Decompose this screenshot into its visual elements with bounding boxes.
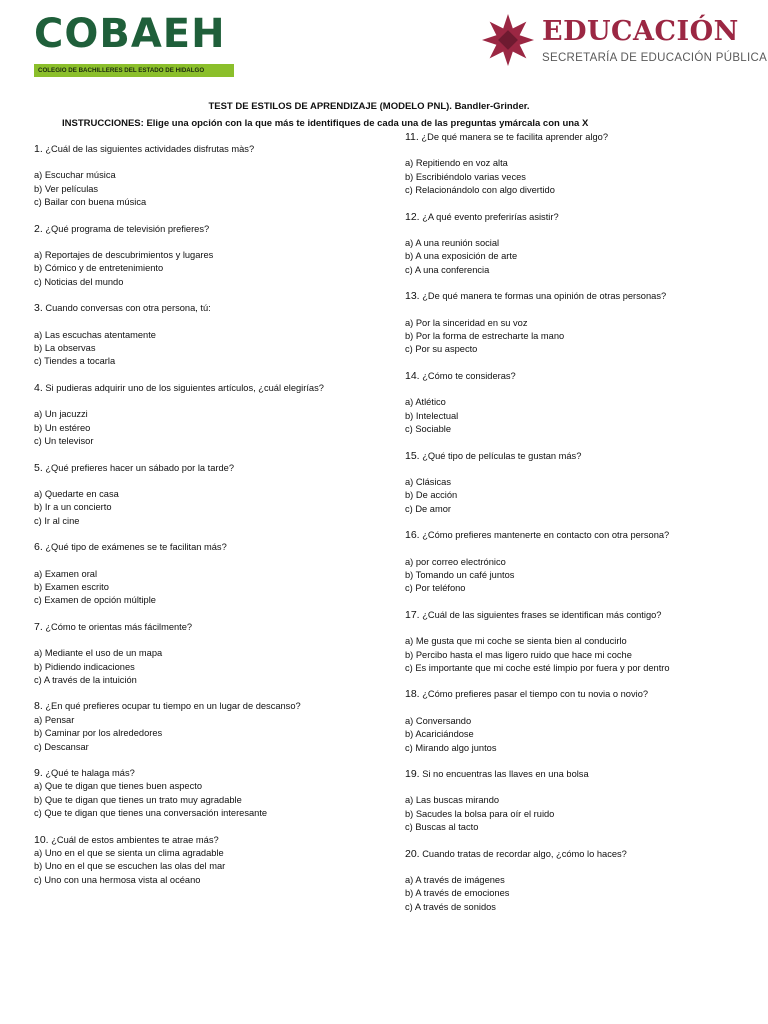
option-b[interactable]: b) Cómico y de entretenimiento: [34, 263, 164, 274]
option-c[interactable]: c) Bailar con buena música: [34, 197, 147, 208]
cobaeh-wordmark: COBAEH: [34, 11, 226, 57]
question-text: 19. Si no encuentras las llaves en una bolsa: [405, 768, 589, 780]
option-c[interactable]: c) A través de la intuición: [34, 674, 137, 685]
question-text: 13. ¿De qué manera te formas una opinión de otras personas?: [405, 290, 667, 303]
option-b[interactable]: b) La observas: [34, 343, 96, 354]
option-b[interactable]: b) Intelectual: [405, 410, 459, 421]
cobaeh-tagline: COLEGIO DE BACHILLERES DEL ESTADO DE HIDALGO: [34, 64, 234, 77]
question-14: [405, 370, 745, 437]
question-text: 20. Cuando tratas de recordar algo, ¿cómo lo haces?: [405, 847, 627, 860]
option-c[interactable]: c) Uno con una hermosa vista al océano: [34, 874, 201, 885]
option-b[interactable]: b) Uno en el que se escuchen las olas del mar: [34, 861, 226, 872]
question-1: [34, 143, 364, 210]
question-11: [405, 131, 745, 198]
question-text: 18. ¿Cómo prefieres pasar el tiempo con tu novia o novio?: [405, 688, 649, 701]
question-19: [405, 768, 745, 835]
question-text: 6. ¿Qué tipo de exámenes se te facilitan más?: [34, 541, 227, 554]
option-a[interactable]: a) Conversando: [405, 715, 472, 726]
cobaeh-logo: [34, 11, 234, 74]
option-c[interactable]: c) De amor: [405, 503, 451, 514]
option-b[interactable]: b) Pidiendo indicaciones: [34, 661, 135, 672]
option-c[interactable]: c) Un televisor: [34, 436, 94, 447]
option-a[interactable]: a) Quedarte en casa: [34, 488, 119, 499]
option-b[interactable]: b) Ver películas: [34, 183, 99, 194]
right-column: [405, 131, 745, 927]
option-a[interactable]: a) Clásicas: [405, 476, 451, 487]
option-b[interactable]: b) A través de emociones: [405, 888, 510, 899]
option-c[interactable]: c) Descansar: [34, 741, 89, 752]
option-c[interactable]: c) Noticias del mundo: [34, 276, 124, 287]
option-b[interactable]: b) Ir a un concierto: [34, 502, 112, 513]
option-c[interactable]: c) Sociable: [405, 424, 451, 435]
question-text: 16. ¿Cómo prefieres mantenerte en contacto con otra persona?: [405, 529, 670, 542]
option-a[interactable]: a) por correo electrónico: [405, 556, 506, 567]
question-20: [405, 848, 745, 915]
question-text: 7. ¿Cómo te orientas más fácilmente?: [34, 620, 193, 633]
option-a[interactable]: a) Por la sinceridad en su voz: [405, 317, 528, 328]
question-8: [34, 700, 364, 754]
question-16: [405, 529, 745, 596]
option-a[interactable]: a) Un jacuzzi: [34, 409, 88, 420]
option-b[interactable]: b) Por la forma de estrecharte la mano: [405, 331, 565, 342]
question-text: 1. ¿Cuál de las siguientes actividades disfrutas màs?: [34, 143, 255, 155]
left-column: [34, 143, 364, 900]
question-text: 12. ¿A qué evento preferirías asistir?: [405, 210, 559, 223]
question-13: [405, 290, 745, 357]
educacion-subtitle: SECRETARÍA DE EDUCACIÓN PÚBLICA: [542, 52, 768, 64]
option-a[interactable]: a) Mediante el uso de un mapa: [34, 648, 163, 659]
option-a[interactable]: a) Atlético: [405, 397, 446, 408]
option-b[interactable]: b) Percibo hasta el mas ligero ruido que hace mi coche: [405, 649, 632, 660]
option-a[interactable]: a) Las buscas mirando: [405, 795, 500, 806]
question-4: [34, 382, 364, 449]
option-a[interactable]: a) Las escuchas atentamente: [34, 329, 156, 340]
option-a[interactable]: a) Repitiendo en voz alta: [405, 158, 508, 169]
option-c[interactable]: c) Tiendes a tocarla: [34, 356, 116, 367]
option-a[interactable]: a) Escuchar música: [34, 170, 116, 181]
instructions: INSTRUCCIONES: Elige una opción con la que más te identifiques de cada una de las preguntas ymárcala con una X: [62, 118, 589, 129]
page-title: TEST DE ESTILOS DE APRENDIZAJE (MODELO PNL). Bandler-Grinder.: [208, 101, 530, 112]
question-9: [34, 767, 364, 821]
option-b[interactable]: b) Caminar por los alrededores: [34, 728, 163, 739]
option-b[interactable]: b) Que te digan que tienes un trato muy agradable: [34, 794, 242, 805]
option-a[interactable]: a) Uno en el que se sienta un clima agradable: [34, 848, 224, 859]
option-c[interactable]: c) A través de sonidos: [405, 901, 496, 912]
question-5: [34, 462, 364, 529]
option-c[interactable]: c) A una conferencia: [405, 264, 490, 275]
option-c[interactable]: c) Relacionándolo con algo divertido: [405, 185, 555, 196]
option-b[interactable]: b) De acción: [405, 490, 458, 501]
option-b[interactable]: b) Escribiéndolo varias veces: [405, 171, 526, 182]
option-c[interactable]: c) Que te digan que tienes una conversación interesante: [34, 808, 268, 819]
option-c[interactable]: c) Ir al cine: [34, 515, 80, 526]
question-text: 11. ¿De qué manera se te facilita aprender algo?: [405, 131, 608, 143]
option-a[interactable]: a) A una reunión social: [405, 238, 500, 249]
option-b[interactable]: b) A una exposición de arte: [405, 251, 518, 262]
option-c[interactable]: c) Mirando algo juntos: [405, 742, 497, 753]
question-text: 8. ¿En qué prefieres ocupar tu tiempo en un lugar de descanso?: [34, 700, 301, 713]
question-10: [34, 834, 364, 888]
question-17: [405, 609, 745, 676]
question-text: 10. ¿Cuál de estos ambientes te atrae más?: [34, 833, 219, 846]
option-c[interactable]: c) Por su aspecto: [405, 344, 478, 355]
option-a[interactable]: a) Pensar: [34, 714, 75, 725]
option-a[interactable]: a) Reportajes de descubrimientos y lugares: [34, 250, 214, 261]
option-c[interactable]: c) Es importante que mi coche esté limpio por fuera y por dentro: [405, 662, 670, 673]
option-b[interactable]: b) Un estéreo: [34, 422, 91, 433]
option-b[interactable]: b) Tomando un café juntos: [405, 569, 515, 580]
question-text: 9. ¿Qué te halaga más?: [34, 767, 135, 779]
option-b[interactable]: b) Acariciándose: [405, 729, 474, 740]
question-text: 3. Cuando conversas con otra persona, tú:: [34, 302, 211, 315]
question-text: 5. ¿Qué prefieres hacer un sábado por la tarde?: [34, 461, 234, 474]
option-c[interactable]: c) Examen de opción múltiple: [34, 595, 156, 606]
question-text: 15. ¿Qué tipo de películas te gustan más?: [405, 449, 582, 462]
option-b[interactable]: b) Sacudes la bolsa para oír el ruido: [405, 808, 555, 819]
question-3: [34, 302, 364, 369]
option-c[interactable]: c) Por teléfono: [405, 583, 466, 594]
question-text: 4. Si pudieras adquirir uno de los siguientes artículos, ¿cuál elegirías?: [34, 381, 324, 394]
question-12: [405, 211, 745, 278]
question-text: 17. ¿Cuál de las siguientes frases se identifican más contigo?: [405, 608, 662, 621]
question-15: [405, 450, 745, 517]
educacion-title: EDUCACIÓN: [542, 16, 739, 47]
question-text: 14. ¿Cómo te consideras?: [405, 369, 516, 382]
question-6: [34, 541, 364, 608]
option-a[interactable]: a) Me gusta que mi coche se sienta bien al conducirlo: [405, 636, 627, 647]
option-a[interactable]: a) Que te digan que tienes buen aspecto: [34, 781, 202, 792]
option-c[interactable]: c) Buscas al tacto: [405, 822, 479, 833]
option-b[interactable]: b) Examen escrito: [34, 581, 109, 592]
star-emblem-icon: [480, 12, 536, 68]
option-a[interactable]: a) A través de imágenes: [405, 875, 505, 886]
question-text: 2. ¿Qué programa de televisión prefieres?: [34, 222, 210, 235]
option-a[interactable]: a) Examen oral: [34, 568, 98, 579]
educacion-logo: [480, 12, 768, 72]
question-2: [34, 223, 364, 290]
question-18: [405, 688, 745, 755]
question-7: [34, 621, 364, 688]
